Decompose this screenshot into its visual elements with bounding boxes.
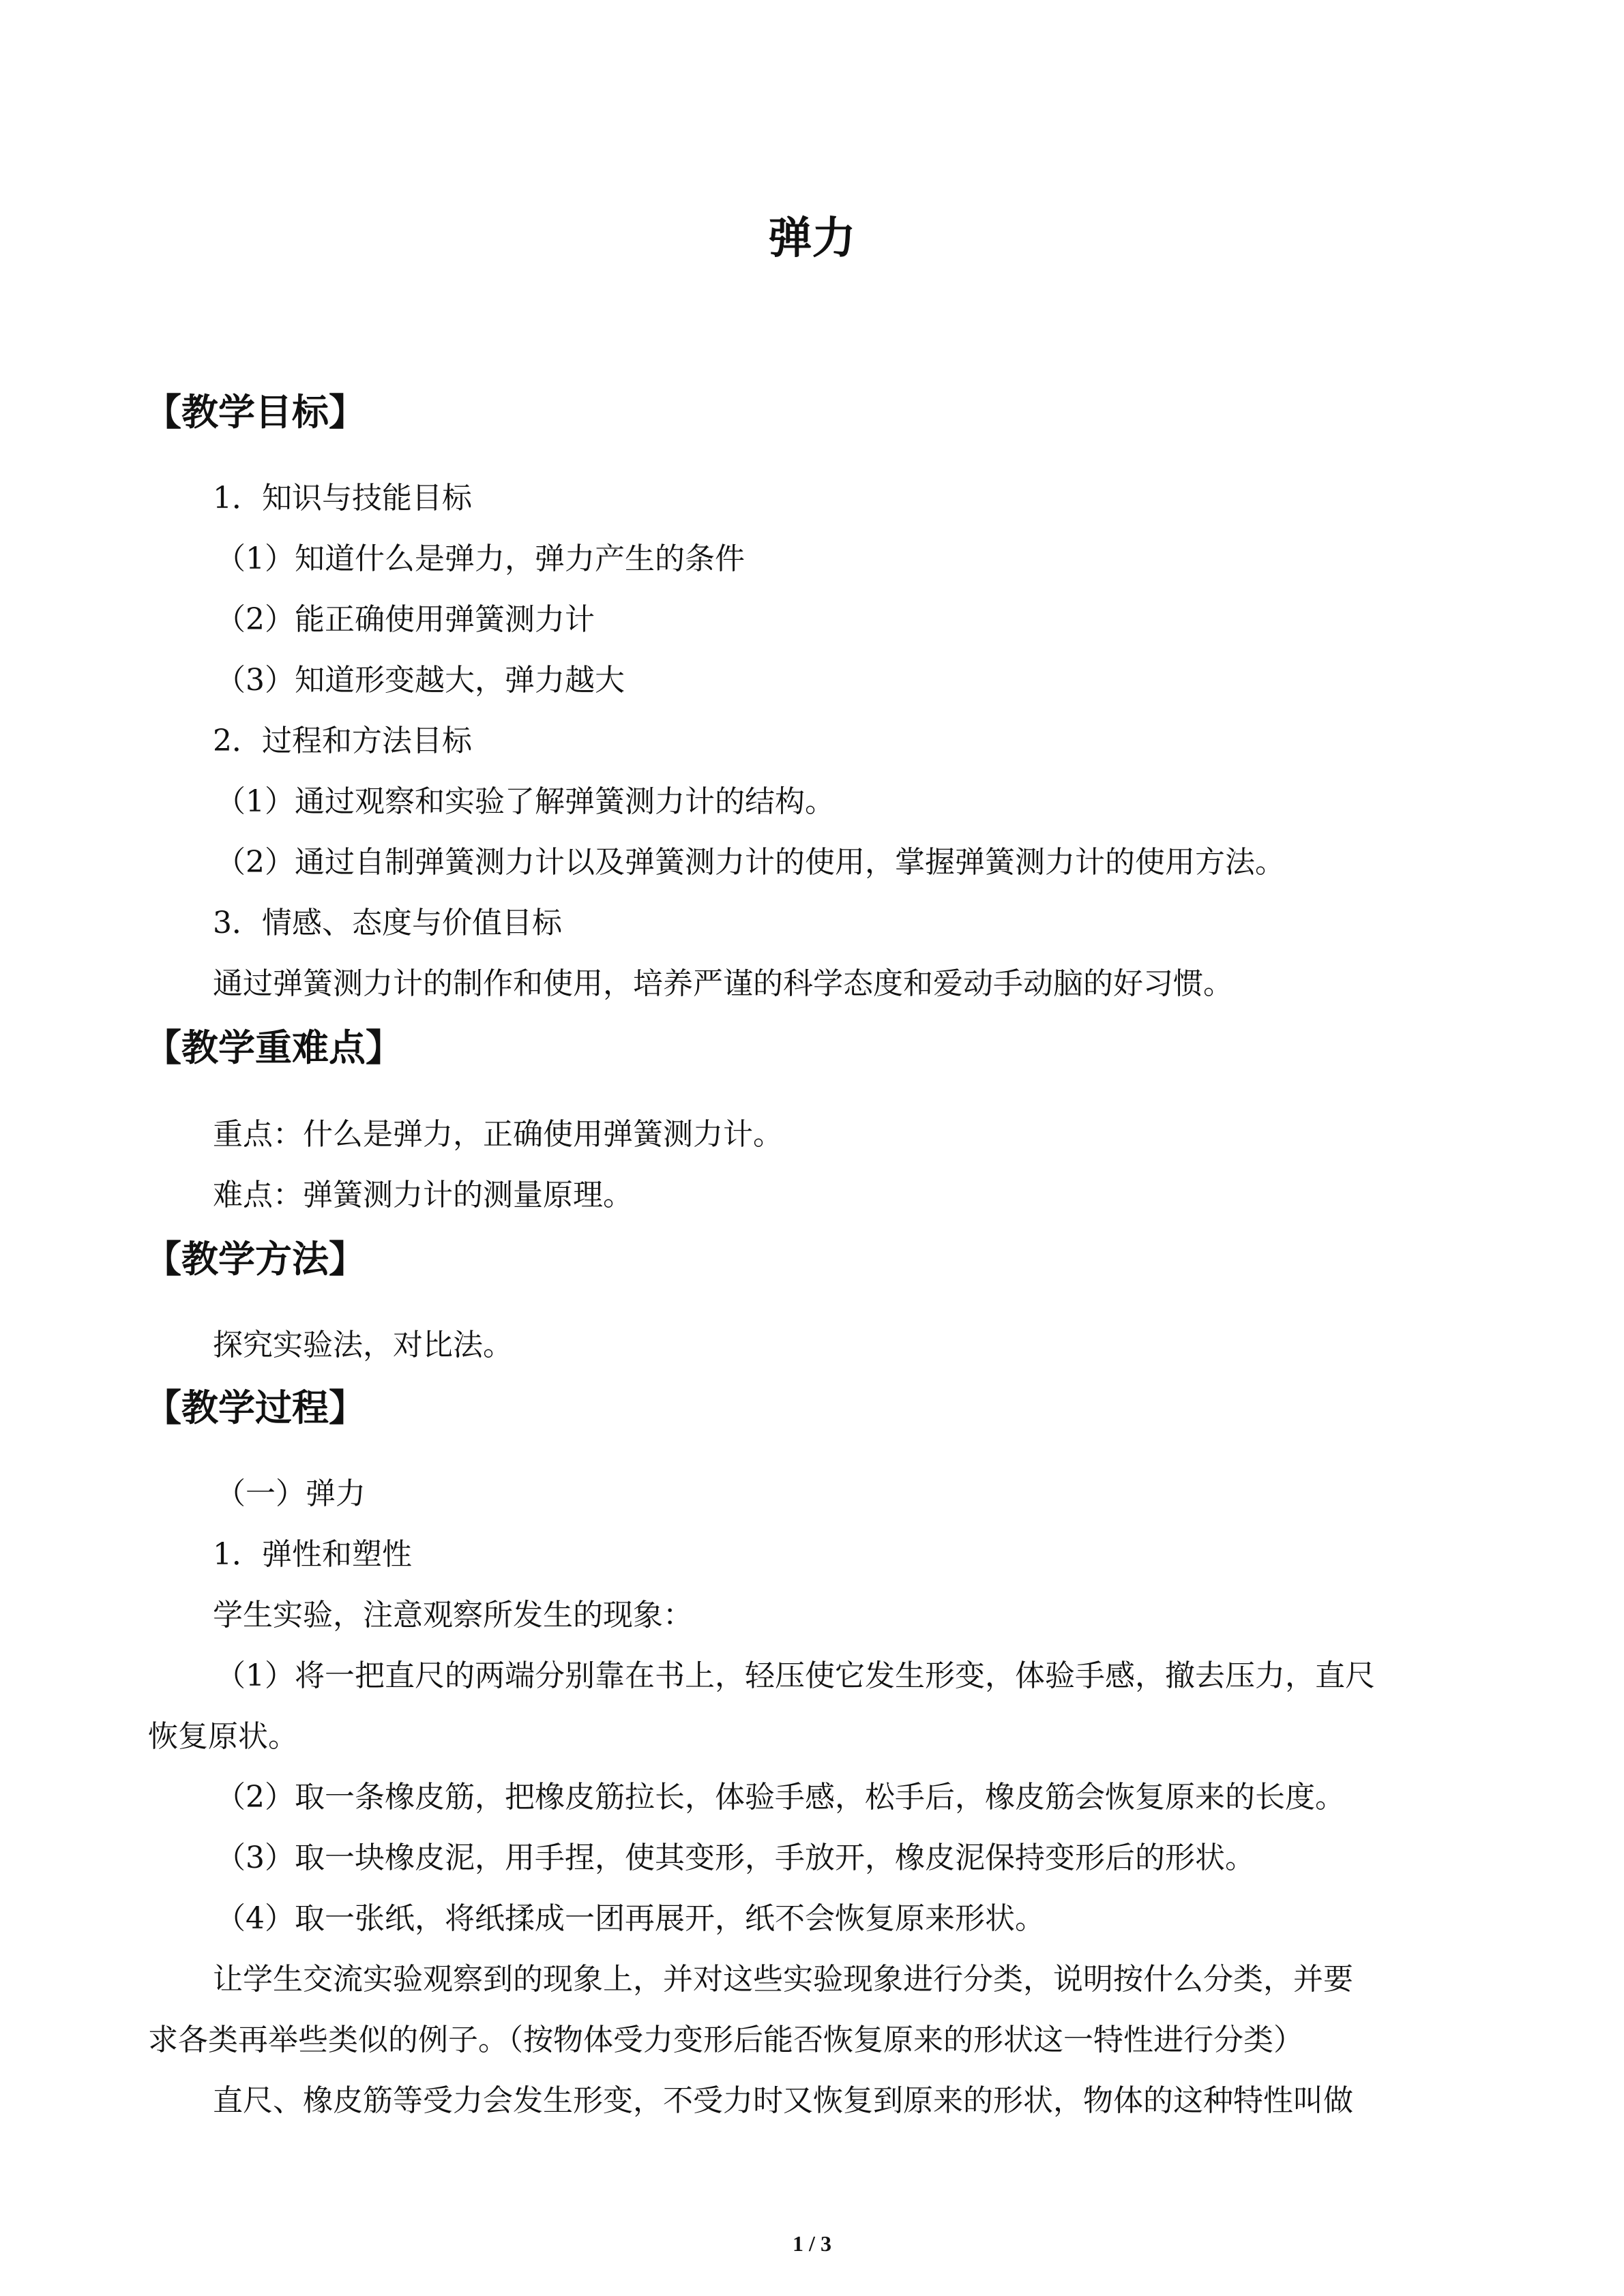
process-line-6: （2）取一条橡皮筋，把橡皮筋拉长，体验手感，松手后，橡皮筋会恢复原来的长度。 [216, 1780, 1345, 1815]
process-line-5: 恢复原状。 [148, 1719, 298, 1754]
process-line-2: 1．弹性和塑性 [213, 1537, 412, 1572]
key-points-line-1: 重点：什么是弹力，正确使用弹簧测力计。 [213, 1117, 783, 1152]
process-line-4: （1）将一把直尺的两端分别靠在书上，轻压使它发生形变，体验手感，撤去压力，直尺 [216, 1658, 1375, 1693]
objectives-line-9: 通过弹簧测力计的制作和使用，培养严谨的科学态度和爱动手动脑的好习惯。 [213, 966, 1233, 1001]
section-heading-objectives: 【教学目标】 [145, 391, 366, 434]
process-line-11: 直尺、橡皮筋等受力会发生形变，不受力时又恢复到原来的形状，物体的这种特性叫做 [213, 2083, 1353, 2118]
objectives-line-2: （1）知道什么是弹力，弹力产生的条件 [216, 541, 745, 576]
objectives-line-7: （2）通过自制弹簧测力计以及弹簧测力计的使用，掌握弹簧测力计的使用方法。 [216, 845, 1285, 880]
methods-line-1: 探究实验法，对比法。 [213, 1328, 513, 1362]
process-line-10: 求各类再举些类似的例子。（按物体受力变形后能否恢复原来的形状这一特性进行分类） [148, 2023, 1303, 2057]
process-line-3: 学生实验，注意观察所发生的现象： [213, 1598, 693, 1632]
section-heading-methods: 【教学方法】 [145, 1238, 366, 1281]
process-line-9: 让学生交流实验观察到的现象上，并对这些实验现象进行分类，说明按什么分类，并要 [213, 1962, 1353, 1997]
section-heading-key-points: 【教学重难点】 [145, 1026, 402, 1069]
objectives-line-1: 1．知识与技能目标 [213, 481, 472, 516]
key-points-line-2: 难点：弹簧测力计的测量原理。 [213, 1178, 633, 1212]
objectives-line-3: （2）能正确使用弹簧测力计 [216, 602, 595, 637]
page-number: 1 / 3 [793, 2231, 831, 2256]
objectives-line-5: 2．过程和方法目标 [213, 724, 472, 758]
process-line-8: （4）取一张纸，将纸揉成一团再展开，纸不会恢复原来形状。 [216, 1901, 1045, 1936]
process-line-7: （3）取一块橡皮泥，用手捏，使其变形，手放开，橡皮泥保持变形后的形状。 [216, 1840, 1255, 1875]
section-heading-process: 【教学过程】 [145, 1386, 366, 1429]
objectives-line-8: 3．情感、态度与价值目标 [213, 906, 562, 940]
page-title: 弹力 [768, 213, 856, 264]
objectives-line-4: （3）知道形变越大，弹力越大 [216, 663, 625, 698]
objectives-line-6: （1）通过观察和实验了解弹簧测力计的结构。 [216, 784, 835, 819]
process-line-1: （一）弹力 [216, 1476, 366, 1511]
